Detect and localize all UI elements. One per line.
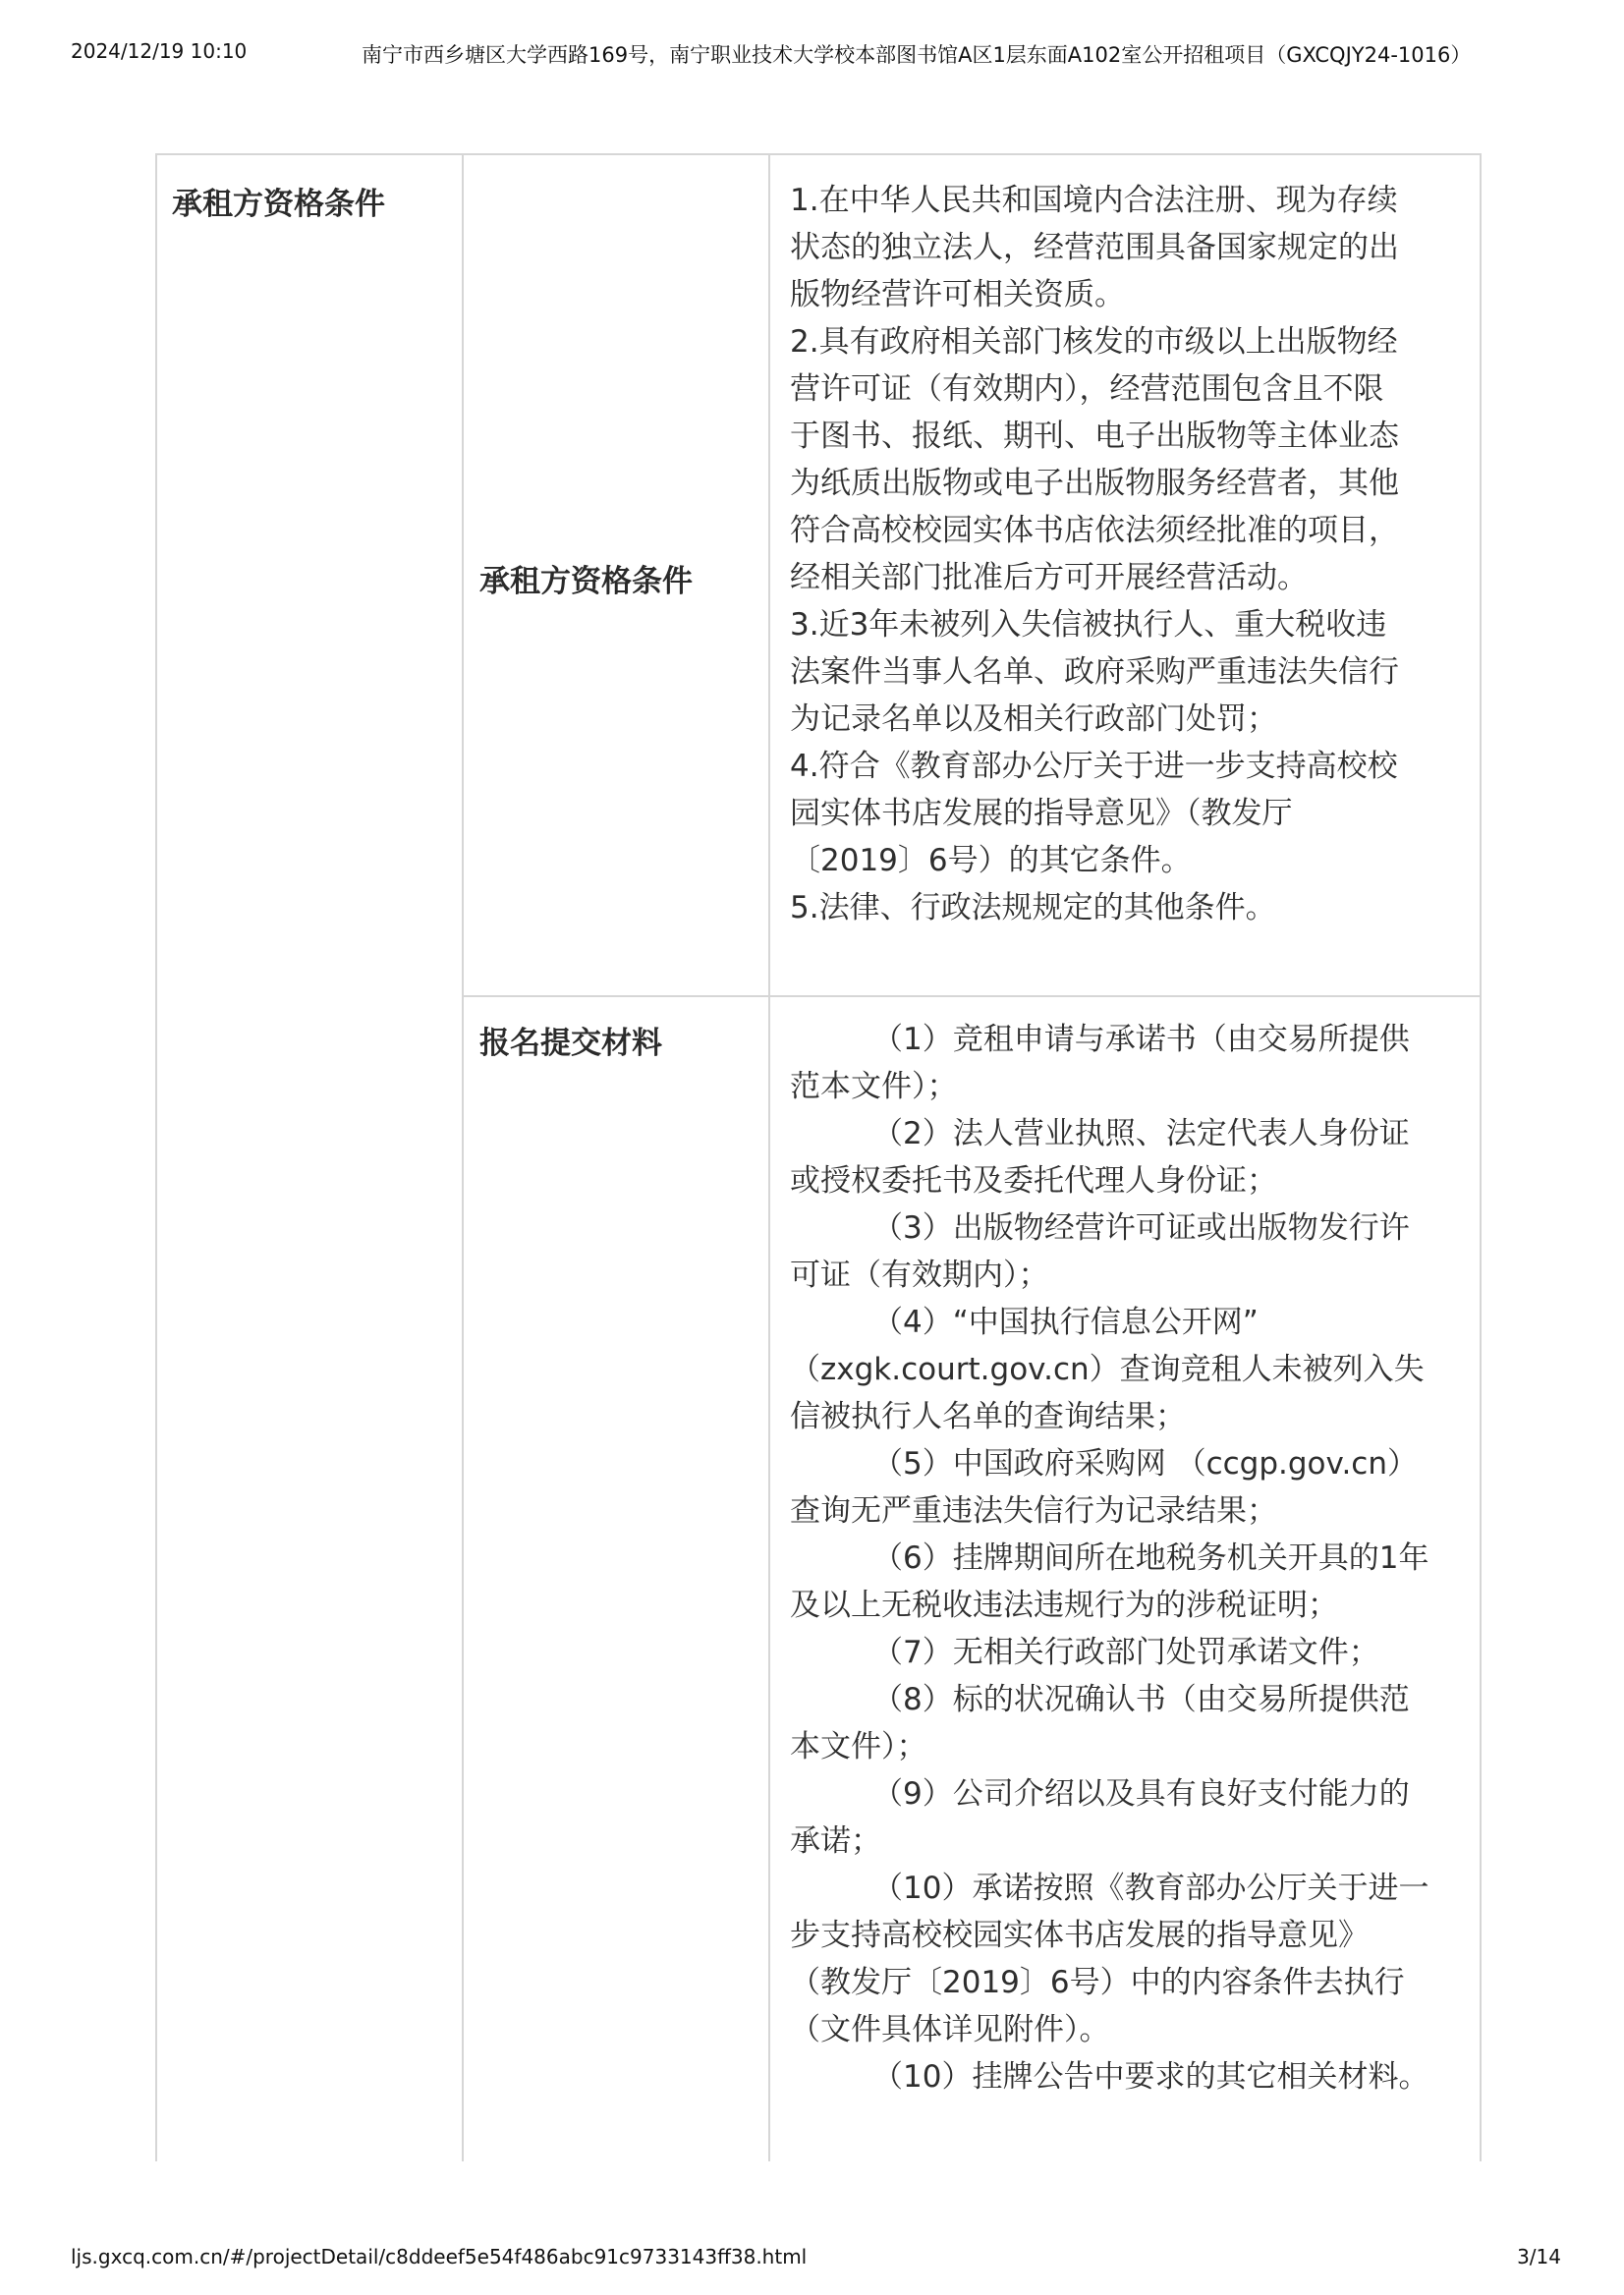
text-line: （文件具体详见附件）。 (790, 2012, 1110, 2047)
materials-content (790, 1016, 1428, 2100)
text-line: （2）法人营业执照、法定代表人身份证 (872, 1116, 1410, 1151)
text-line: 为纸质出版物或电子出版物服务经营者，其他 (790, 466, 1399, 501)
text-line: 园实体书店发展的指导意见》（教发厅 (790, 796, 1293, 831)
text-line: 及以上无税收违法违规行为的涉税证明； (790, 1588, 1338, 1623)
text-line: （教发厅〔2019〕6号）中的内容条件去执行 (790, 1965, 1405, 2000)
text-line: 版物经营许可相关资质。 (790, 277, 1125, 312)
text-line: 〔2019〕6号）的其它条件。 (790, 843, 1192, 878)
qualifications-content (790, 177, 1399, 931)
text-line: 可证（有效期内）； (790, 1258, 1049, 1293)
text-line: 状态的独立法人，经营范围具备国家规定的出 (790, 230, 1399, 265)
text-line: （6）挂牌期间所在地税务机关开具的1年 (872, 1540, 1429, 1576)
text-line: 经相关部门批准后方可开展经营活动。 (790, 560, 1308, 595)
page-number: 3/14 (1517, 2245, 1561, 2268)
text-line: 步支持高校校园实体书店发展的指导意见》 (790, 1918, 1369, 1953)
page-url[interactable]: ljs.gxcq.com.cn/#/projectDetail/c8ddeef5e54f486abc91c9733143ff38.html (71, 2245, 808, 2268)
text-line: （9）公司介绍以及具有良好支付能力的 (872, 1776, 1410, 1812)
table-left-border (155, 153, 157, 2161)
text-line: （zxgk.court.gov.cn）查询竞租人未被列入失 (790, 1352, 1425, 1387)
text-line: （10）挂牌公告中要求的其它相关材料。 (872, 2059, 1429, 2095)
page-header-title: 南宁市西乡塘区大学西路169号，南宁职业技术大学校本部图书馆A区1层东面A102室公开招租项目（GXCQJY24-1016） (362, 43, 1472, 67)
text-line: （4）“中国执行信息公开网” (872, 1305, 1259, 1340)
print-datetime: 2024/12/19 10:10 (71, 39, 248, 63)
text-line: 信被执行人名单的查询结果； (790, 1399, 1186, 1434)
table-top-border (155, 153, 1482, 155)
text-line: 本文件）； (790, 1729, 927, 1764)
text-line: 3.近3年未被列入失信被执行人、重大税收违 (790, 607, 1387, 643)
text-line: 5.法律、行政法规规定的其他条件。 (790, 890, 1276, 925)
text-line: 为记录名单以及相关行政部门处罚； (790, 701, 1277, 737)
text-line: （8）标的状况确认书（由交易所提供范 (872, 1682, 1410, 1717)
text-line: 营许可证（有效期内），经营范围包含且不限 (790, 371, 1384, 407)
text-line: 法案件当事人名单、政府采购严重违法失信行 (790, 654, 1399, 690)
section-label: 承租方资格条件 (172, 187, 385, 222)
table-row-divider (462, 995, 1482, 997)
text-line: （3）出版物经营许可证或出版物发行许 (872, 1210, 1410, 1246)
row-label-qualifications: 承租方资格条件 (479, 564, 693, 599)
text-line: 查询无严重违法失信行为记录结果； (790, 1493, 1277, 1529)
text-line: 于图书、报纸、期刊、电子出版物等主体业态 (790, 419, 1399, 454)
text-line: 或授权委托书及委托代理人身份证； (790, 1163, 1277, 1199)
text-line: 1.在中华人民共和国境内合法注册、现为存续 (790, 183, 1398, 218)
text-line: 符合高校校园实体书店依法须经批准的项目， (790, 513, 1399, 548)
text-line: （1）竞租申请与承诺书（由交易所提供 (872, 1022, 1410, 1057)
table-divider-1 (462, 153, 464, 2161)
row-label-materials: 报名提交材料 (479, 1026, 662, 1061)
table-right-border (1480, 153, 1482, 2161)
text-line: 4.符合《教育部办公厅关于进一步支持高校校 (790, 749, 1398, 784)
table-divider-2 (768, 153, 770, 2161)
text-line: （7）无相关行政部门处罚承诺文件； (872, 1635, 1379, 1670)
text-line: 2.具有政府相关部门核发的市级以上出版物经 (790, 324, 1398, 360)
text-line: 范本文件）； (790, 1069, 958, 1104)
text-line: （5）中国政府采购网 （ccgp.gov.cn） (872, 1446, 1419, 1482)
text-line: （10）承诺按照《教育部办公厅关于进一 (872, 1871, 1429, 1906)
text-line: 承诺； (790, 1823, 881, 1859)
